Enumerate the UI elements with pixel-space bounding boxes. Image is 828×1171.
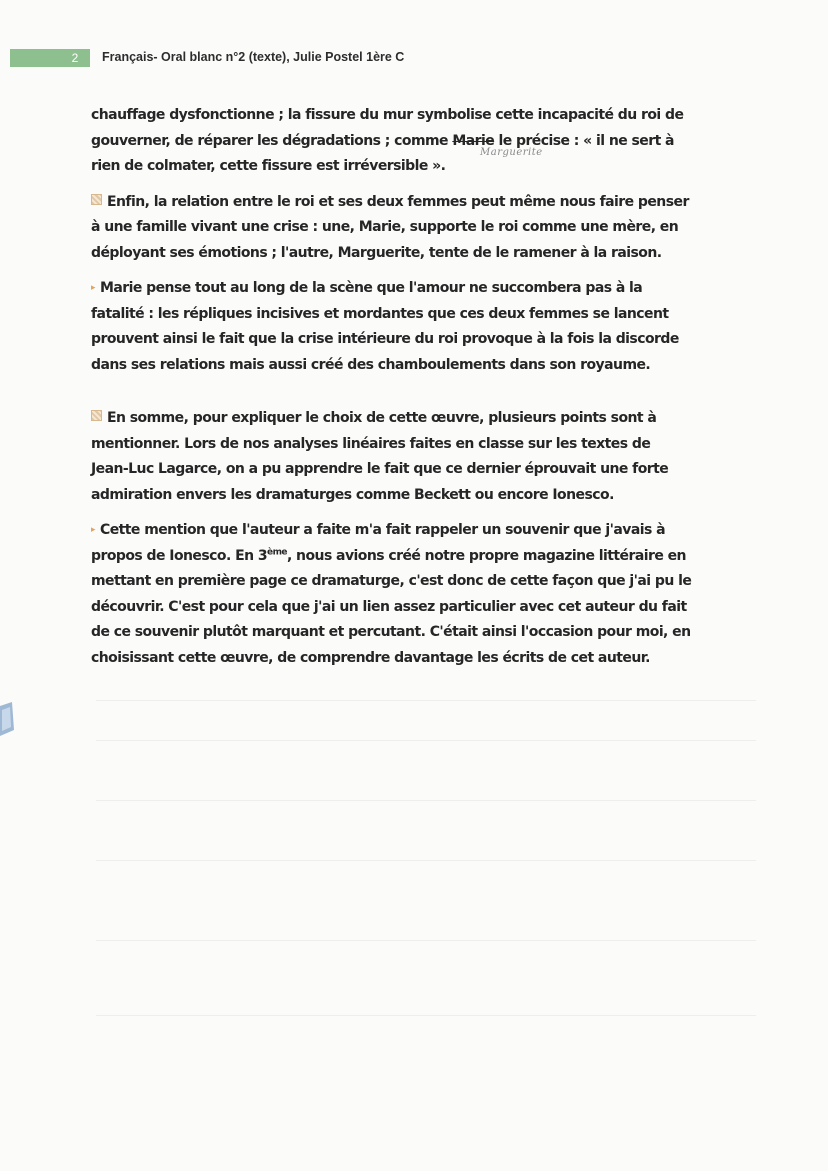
bleed-through-line <box>96 940 756 941</box>
square-bullet-icon <box>91 410 102 421</box>
text-line <box>91 190 751 216</box>
text-line <box>91 276 751 302</box>
text-line <box>91 129 751 155</box>
text-line-part: gouverner, de réparer les dégradations ; comme <box>91 132 453 149</box>
page-number-badge <box>10 49 90 67</box>
text-line: fatalité : les répliques incisives et mordantes que ces deux femmes se lancent <box>91 305 669 322</box>
binder-tab-mark <box>0 702 14 736</box>
text-line: admiration envers les dramaturges comme Beckett ou encore Ionesco. <box>91 486 614 503</box>
bleed-through-line <box>96 700 756 701</box>
arrow-bullet-icon: ▸ <box>91 283 95 293</box>
text-line <box>91 544 751 570</box>
document-body <box>91 103 751 681</box>
text-line: mettant en première page ce dramaturge, c'est donc de cette façon que j'ai pu le <box>91 573 692 589</box>
paragraph-4 <box>91 406 751 508</box>
text-line-part: , nous avions créé notre propre magazine littéraire en <box>286 547 686 564</box>
paragraph-2 <box>91 190 751 267</box>
text-line: chauffage dysfonctionne ; la fissure du mur symbolise cette incapacité du roi de <box>91 107 684 123</box>
text-line-text: En somme, pour expliquer le choix de cette œuvre, plusieurs points sont à <box>107 410 657 426</box>
page-header <box>10 47 810 71</box>
square-bullet-icon <box>91 194 102 205</box>
bleed-through-line <box>96 1015 756 1016</box>
text-line-part: propos de Ionesco. En 3 <box>91 547 268 564</box>
text-line-text: Enfin, la relation entre le roi et ses deux femmes peut même nous faire penser <box>107 193 689 210</box>
text-line: dans ses relations mais aussi créé des chamboulements dans son royaume. <box>91 356 651 373</box>
text-line: rien de colmater, cette fissure est irréversible ». <box>91 158 446 174</box>
text-line: prouvent ainsi le fait que la crise intérieure du roi provoque à la fois la discorde <box>91 331 679 347</box>
text-line: choisissant cette œuvre, de comprendre davantage les écrits de cet auteur. <box>91 649 650 666</box>
text-line: Jean-Luc Lagarce, on a pu apprendre le fait que ce dernier éprouvait une forte <box>91 461 669 477</box>
text-line-text: Marie pense tout au long de la scène que l'amour ne succombera pas à la <box>99 280 643 296</box>
text-line: à une famille vivant une crise : une, Marie, supporte le roi comme une mère, en <box>91 219 679 235</box>
text-line-text: Cette mention que l'auteur a faite m'a fait rappeler un souvenir que j'avais à <box>99 522 665 538</box>
handwritten-annotation: Marguerite <box>480 147 543 158</box>
binder-tab-icon <box>0 702 14 736</box>
bleed-through-line <box>96 800 756 801</box>
text-line: de ce souvenir plutôt marquant et percutant. C'était ainsi l'occasion pour moi, en <box>91 624 691 640</box>
header-title: Français- Oral blanc n°2 (texte), Julie Postel 1ère C <box>102 50 405 64</box>
arrow-bullet-icon: ▸ <box>91 525 95 535</box>
text-line <box>91 406 751 432</box>
bleed-through-line <box>96 860 756 861</box>
text-line <box>91 518 751 544</box>
bleed-through-line <box>96 740 756 741</box>
text-line: découvrir. C'est pour cela que j'ai un lien assez particulier avec cet auteur du fait <box>91 598 687 615</box>
struck-word: Marie <box>452 132 495 149</box>
text-line: déployant ses émotions ; l'autre, Marguerite, tente de le ramener à la raison. <box>91 244 662 261</box>
text-line: mentionner. Lors de nos analyses linéaires faites en classe sur les textes de <box>91 435 651 452</box>
superscript: ème <box>267 546 287 557</box>
page-number: 2 <box>71 51 79 65</box>
paragraph-1 <box>91 103 751 180</box>
paragraph-5 <box>91 518 751 671</box>
text-line-part: le précise : « il ne sert à <box>494 132 674 149</box>
paragraph-3 <box>91 276 751 378</box>
